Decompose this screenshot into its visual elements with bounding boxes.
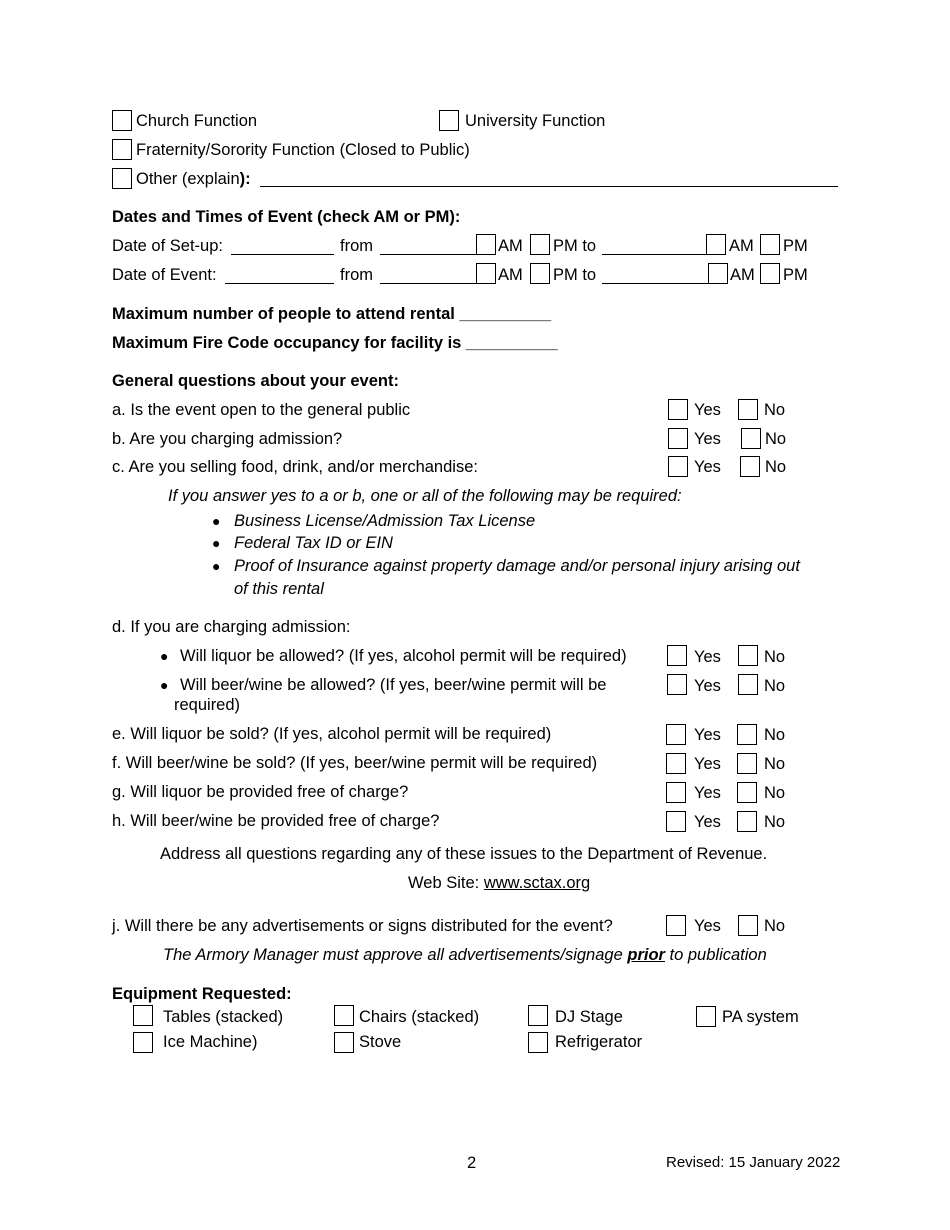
setup-from-am-checkbox[interactable] (476, 234, 496, 255)
event-from-am-label: AM (498, 266, 523, 284)
stove-label: Stove (359, 1033, 402, 1051)
requirement-bullet: ● (212, 513, 221, 529)
requirement-item: Proof of Insurance against property damage and/or personal injury arising out (234, 557, 800, 575)
question-j-no-label: No (764, 917, 786, 935)
requirement-bullet: ● (212, 535, 221, 551)
question-h-no-label: No (764, 813, 786, 831)
refrigerator-label: Refrigerator (555, 1033, 643, 1051)
advertising-approval-note: The Armory Manager must approve all advertisements/signage prior to publication (163, 946, 767, 964)
setup-to-pm-label: PM (783, 237, 808, 255)
setup-from-label: from (340, 237, 373, 255)
setup-from-pm-to-label: PM to (553, 237, 597, 255)
question-a: a. Is the event open to the general public (112, 401, 411, 419)
event-from-label: from (340, 266, 373, 284)
church-function-checkbox[interactable] (112, 110, 132, 131)
question-d2-yes-label: Yes (694, 677, 721, 695)
question-g: g. Will liquor be provided free of charge? (112, 783, 409, 801)
question-d1-yes-label: Yes (694, 648, 721, 666)
event-to-pm-checkbox[interactable] (760, 263, 780, 284)
question-b-no-checkbox[interactable] (741, 428, 761, 449)
prior-emphasis: prior (627, 946, 665, 964)
question-f: f. Will beer/wine be sold? (If yes, beer/wine permit will be required) (112, 754, 598, 772)
setup-from-pm-checkbox[interactable] (530, 234, 550, 255)
requirement-item-continued: of this rental (234, 580, 324, 598)
question-b: b. Are you charging admission? (112, 430, 343, 448)
question-d2-continued: required) (174, 696, 241, 714)
question-j: j. Will there be any advertisements or signs distributed for the event? (112, 917, 613, 935)
revision-date: Revised: 15 January 2022 (666, 1154, 841, 1171)
setup-to-pm-checkbox[interactable] (760, 234, 780, 255)
question-a-yes-checkbox[interactable] (668, 399, 688, 420)
tables-checkbox[interactable] (133, 1005, 153, 1026)
ice-machine-checkbox[interactable] (133, 1032, 153, 1053)
question-g-yes-checkbox[interactable] (666, 782, 686, 803)
question-d-bullet: ● (160, 648, 169, 664)
setup-from-am-label: AM (498, 237, 523, 255)
question-j-yes-checkbox[interactable] (666, 915, 686, 936)
event-to-pm-label: PM (783, 266, 808, 284)
question-d1-yes-checkbox[interactable] (667, 645, 687, 666)
setup-to-time-field[interactable] (602, 254, 706, 255)
website-line: Web Site: www.sctax.org (408, 874, 591, 892)
dates-heading: Dates and Times of Event (check AM or PM): (112, 208, 461, 226)
question-a-no-checkbox[interactable] (738, 399, 758, 420)
question-h-no-checkbox[interactable] (737, 811, 757, 832)
question-d1: Will liquor be allowed? (If yes, alcohol permit will be required) (180, 647, 627, 665)
church-function-label: Church Function (136, 112, 258, 130)
event-date-label: Date of Event: (112, 266, 217, 284)
question-d1-no-label: No (764, 648, 786, 666)
tables-label: Tables (stacked) (163, 1008, 284, 1026)
other-function-label: Other (explain): (136, 170, 251, 188)
website-link[interactable]: www.sctax.org (483, 874, 591, 892)
question-f-yes-label: Yes (694, 755, 721, 773)
question-e: e. Will liquor be sold? (If yes, alcohol permit will be required) (112, 725, 552, 743)
question-f-no-checkbox[interactable] (737, 753, 757, 774)
question-g-no-label: No (764, 784, 786, 802)
dj-stage-label: DJ Stage (555, 1008, 623, 1026)
event-to-time-field[interactable] (602, 283, 708, 284)
question-d-bullet: ● (160, 677, 169, 693)
revenue-address-note: Address all questions regarding any of these issues to the Department of Revenue. (160, 845, 768, 863)
requirement-bullet: ● (212, 558, 221, 574)
question-c-no-label: No (765, 458, 787, 476)
question-h-yes-checkbox[interactable] (666, 811, 686, 832)
question-f-no-label: No (764, 755, 786, 773)
question-e-yes-checkbox[interactable] (666, 724, 686, 745)
page-number: 2 (467, 1154, 477, 1172)
question-a-yes-label: Yes (694, 401, 721, 419)
equipment-heading: Equipment Requested: (112, 985, 292, 1003)
event-date-field[interactable] (225, 283, 334, 284)
other-explain-field[interactable] (260, 186, 838, 187)
chairs-checkbox[interactable] (334, 1005, 354, 1026)
question-d2-no-checkbox[interactable] (738, 674, 758, 695)
dj-stage-checkbox[interactable] (528, 1005, 548, 1026)
event-from-pm-checkbox[interactable] (530, 263, 550, 284)
setup-to-am-checkbox[interactable] (706, 234, 726, 255)
setup-date-field[interactable] (231, 254, 334, 255)
question-b-no-label: No (765, 430, 787, 448)
event-from-am-checkbox[interactable] (476, 263, 496, 284)
requirement-item: Federal Tax ID or EIN (234, 534, 393, 552)
setup-from-time-field[interactable] (380, 254, 476, 255)
question-f-yes-checkbox[interactable] (666, 753, 686, 774)
pa-system-checkbox[interactable] (696, 1006, 716, 1027)
question-e-no-label: No (764, 726, 786, 744)
question-d2: Will beer/wine be allowed? (If yes, beer/wine permit will be (180, 676, 607, 694)
question-d2-yes-checkbox[interactable] (667, 674, 687, 695)
university-function-label: University Function (465, 112, 606, 130)
question-b-yes-checkbox[interactable] (668, 428, 688, 449)
other-function-checkbox[interactable] (112, 168, 132, 189)
question-g-no-checkbox[interactable] (737, 782, 757, 803)
general-questions-heading: General questions about your event: (112, 372, 399, 390)
question-j-yes-label: Yes (694, 917, 721, 935)
stove-checkbox[interactable] (334, 1032, 354, 1053)
question-h-yes-label: Yes (694, 813, 721, 831)
refrigerator-checkbox[interactable] (528, 1032, 548, 1053)
question-h: h. Will beer/wine be provided free of charge? (112, 812, 440, 830)
question-j-no-checkbox[interactable] (738, 915, 758, 936)
pa-system-label: PA system (722, 1008, 799, 1026)
question-b-yes-label: Yes (694, 430, 721, 448)
question-c: c. Are you selling food, drink, and/or merchandise: (112, 458, 478, 476)
requirement-item: Business License/Admission Tax License (234, 512, 536, 530)
question-e-no-checkbox[interactable] (737, 724, 757, 745)
event-from-time-field[interactable] (380, 283, 476, 284)
requirements-note: If you answer yes to a or b, one or all of the following may be required: (168, 487, 682, 505)
max-fire-code-line: Maximum Fire Code occupancy for facility is __________ (112, 334, 558, 352)
question-d: d. If you are charging admission: (112, 618, 351, 636)
ice-machine-label: Ice Machine) (163, 1033, 258, 1051)
question-d2-no-label: No (764, 677, 786, 695)
question-c-no-checkbox[interactable] (740, 456, 760, 477)
event-to-am-label: AM (730, 266, 755, 284)
max-people-line: Maximum number of people to attend rental __________ (112, 305, 552, 323)
university-function-checkbox[interactable] (439, 110, 459, 131)
setup-to-am-label: AM (729, 237, 754, 255)
fraternity-function-checkbox[interactable] (112, 139, 132, 160)
event-to-am-checkbox[interactable] (708, 263, 728, 284)
question-c-yes-label: Yes (694, 458, 721, 476)
question-g-yes-label: Yes (694, 784, 721, 802)
question-c-yes-checkbox[interactable] (668, 456, 688, 477)
event-from-pm-to-label: PM to (553, 266, 597, 284)
question-d1-no-checkbox[interactable] (738, 645, 758, 666)
question-a-no-label: No (764, 401, 786, 419)
fraternity-function-label: Fraternity/Sorority Function (Closed to Public) (136, 141, 470, 159)
chairs-label: Chairs (stacked) (359, 1008, 480, 1026)
setup-date-label: Date of Set-up: (112, 237, 223, 255)
question-e-yes-label: Yes (694, 726, 721, 744)
